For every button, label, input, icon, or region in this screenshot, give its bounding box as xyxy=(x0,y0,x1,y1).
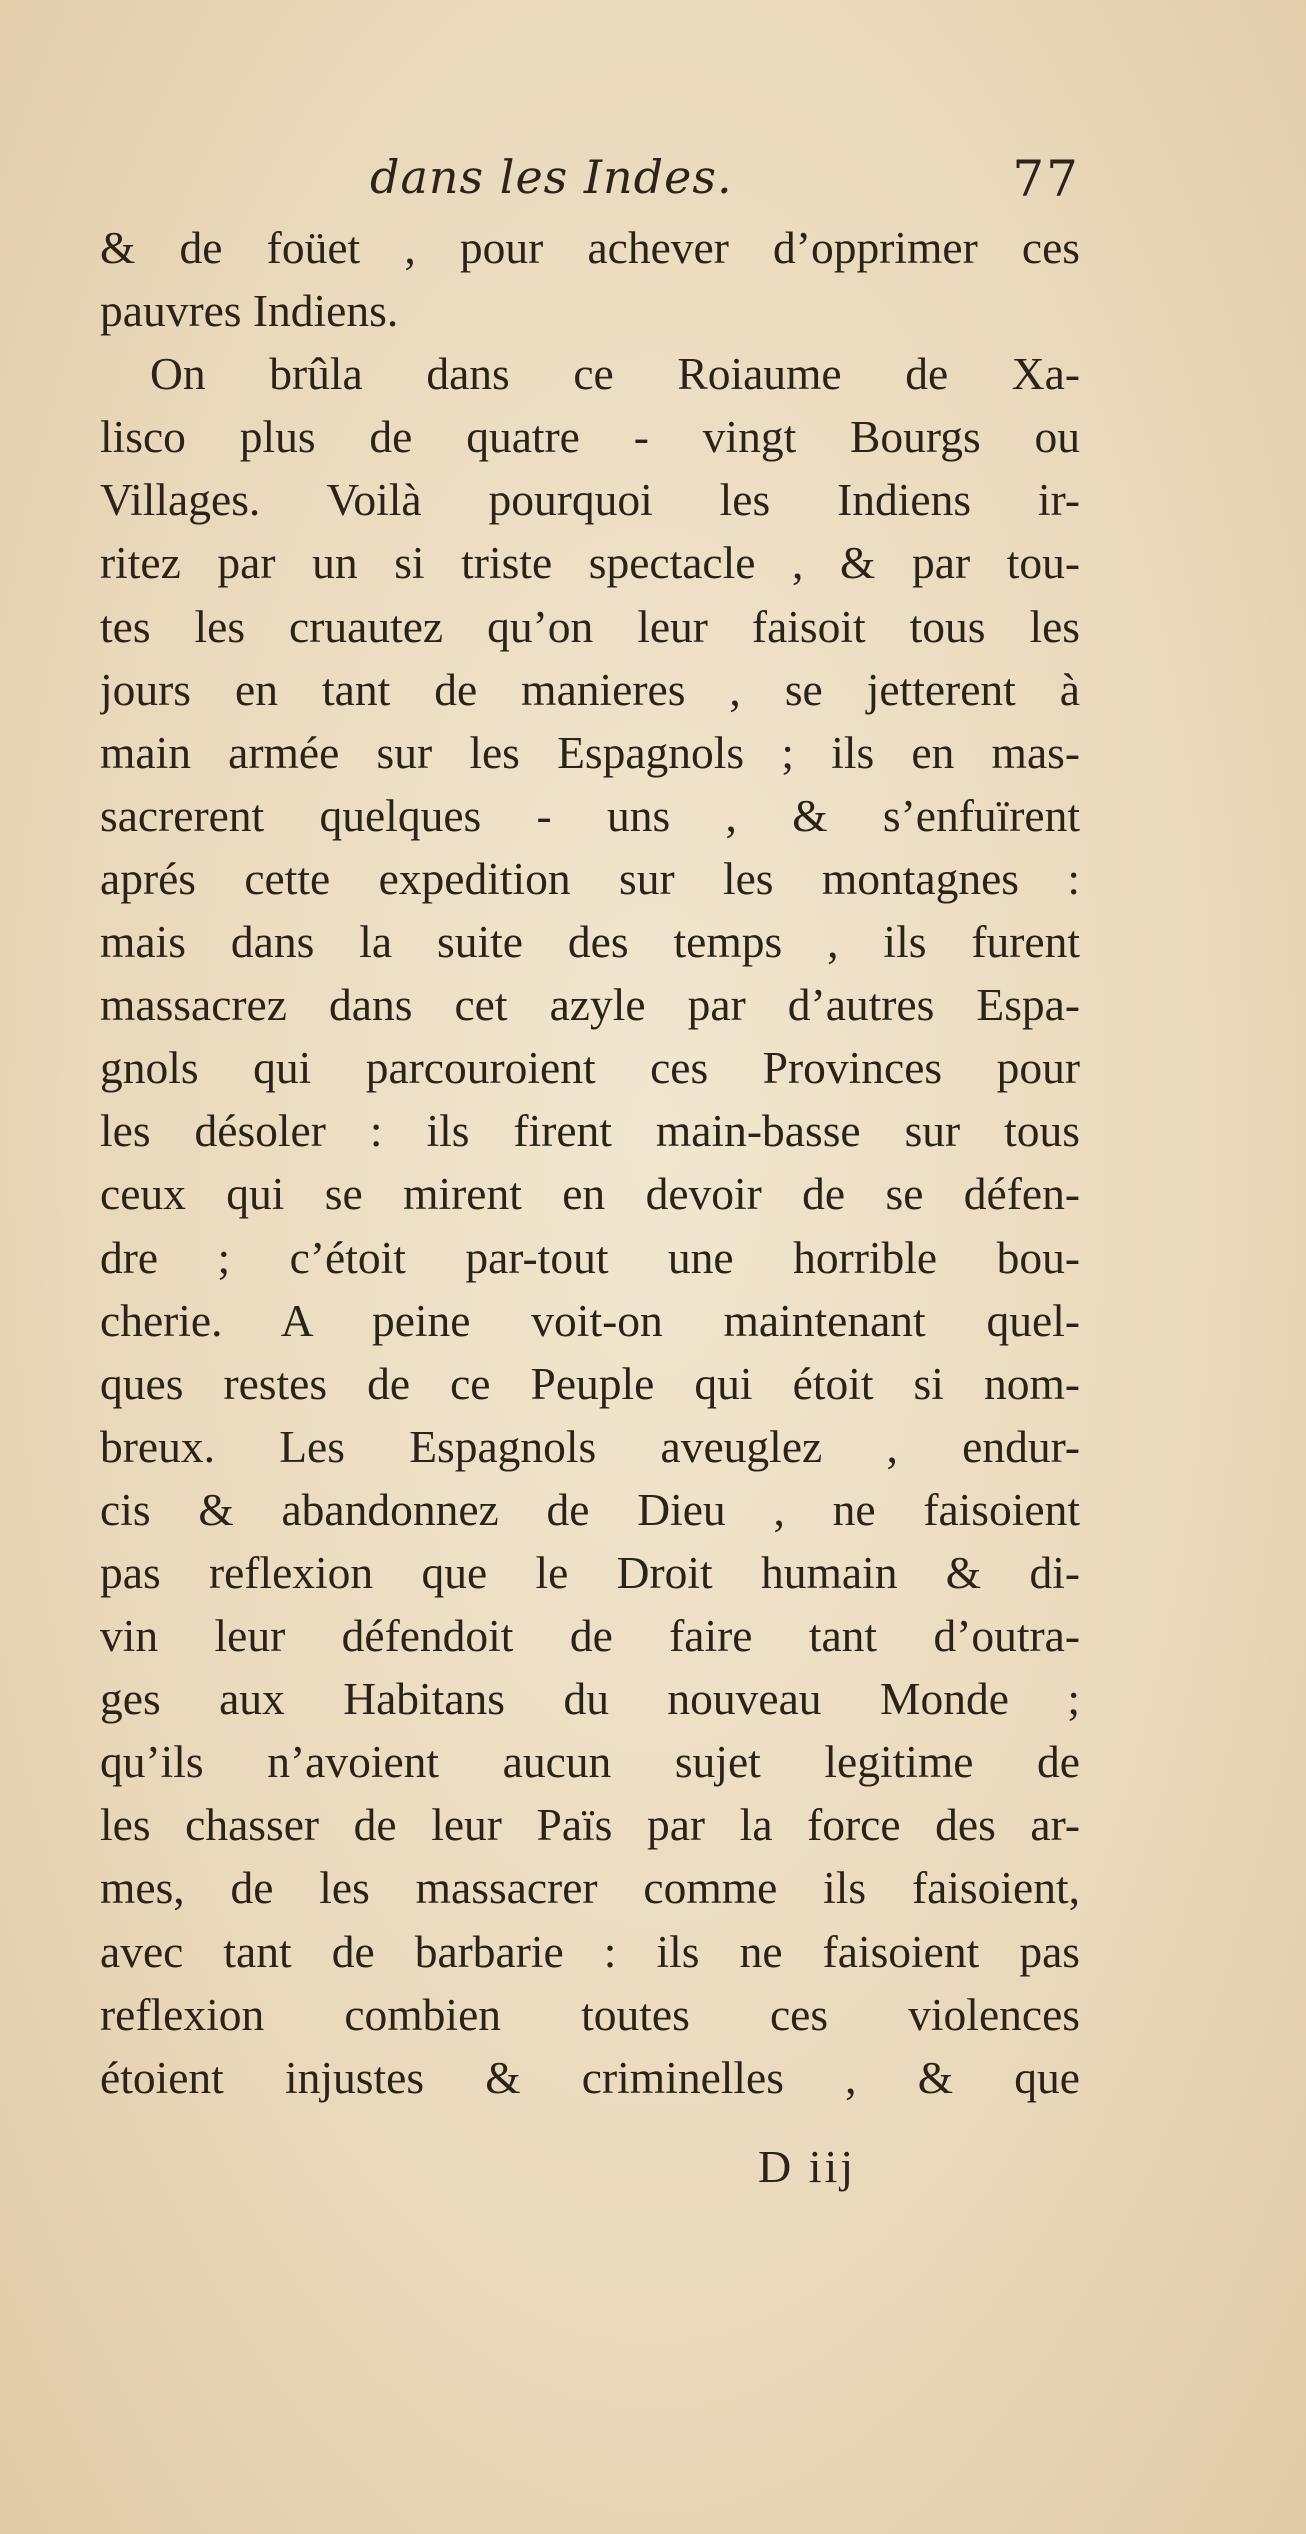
text-line: étoient injustes & criminelles , & que xyxy=(100,2051,1080,2103)
text-line: pauvres Indiens. xyxy=(100,285,399,337)
text-line: ceux qui se mirent en devoir de se défen- xyxy=(100,1168,1080,1220)
text-line: tes les cruautez qu’on leur faisoit tous les xyxy=(100,600,1080,652)
text-line: cis & abandonnez de Dieu , ne faisoient xyxy=(100,1483,1080,1535)
text-line: On brûla dans ce Roiaume de Xa- xyxy=(150,348,1080,400)
page-number: 77 xyxy=(1012,150,1080,208)
text-line: massacrez dans cet azyle par d’autres Espa- xyxy=(100,979,1080,1031)
text-line: aprés cette expedition sur les montagnes : xyxy=(100,852,1080,904)
text-line: Villages. Voilà pourquoi les Indiens ir- xyxy=(100,474,1080,526)
text-line: vin leur défendoit de faire tant d’outra- xyxy=(100,1610,1080,1662)
text-line: les chasser de leur Païs par la force des ar- xyxy=(100,1799,1080,1851)
text-line: breux. Les Espagnols aveuglez , endur- xyxy=(100,1420,1080,1472)
text-line: lisco plus de quatre - vingt Bourgs ou xyxy=(100,411,1080,463)
running-head xyxy=(100,150,1080,220)
text-line: sacrerent quelques - uns , & s’enfuïrent xyxy=(100,789,1080,841)
running-title: dans les Indes. xyxy=(370,150,733,204)
text-line: ques restes de ce Peuple qui étoit si nom- xyxy=(100,1357,1080,1409)
text-line: & de foüet , pour achever d’opprimer ces xyxy=(100,222,1080,273)
text-line: gnols qui parcouroient ces Provinces pour xyxy=(100,1042,1080,1094)
text-line: main armée sur les Espagnols ; ils en mas- xyxy=(100,726,1080,778)
text-line: jours en tant de manieres , se jetterent à xyxy=(100,663,1080,715)
text-line: dre ; c’étoit par-tout une horrible bou- xyxy=(100,1231,1080,1283)
text-line: ritez par un si triste spectacle , & par tou- xyxy=(100,537,1080,589)
text-line: les désoler : ils firent main-basse sur tous xyxy=(100,1105,1080,1157)
text-line: mais dans la suite des temps , ils furent xyxy=(100,916,1080,968)
body-text xyxy=(100,216,1080,2109)
text-line: mes, de les massacrer comme ils faisoient, xyxy=(100,1862,1080,1914)
text-line: avec tant de barbarie : ils ne faisoient pas xyxy=(100,1925,1080,1977)
signature-mark: D iij xyxy=(758,2141,857,2192)
text-line: qu’ils n’avoient aucun sujet legitime de xyxy=(100,1736,1080,1788)
text-line: cherie. A peine voit-on maintenant quel- xyxy=(100,1294,1080,1346)
text-line: ges aux Habitans du nouveau Monde ; xyxy=(100,1673,1080,1725)
text-line: reflexion combien toutes ces violences xyxy=(100,1988,1080,2040)
text-line: pas reflexion que le Droit humain & di- xyxy=(100,1546,1080,1598)
